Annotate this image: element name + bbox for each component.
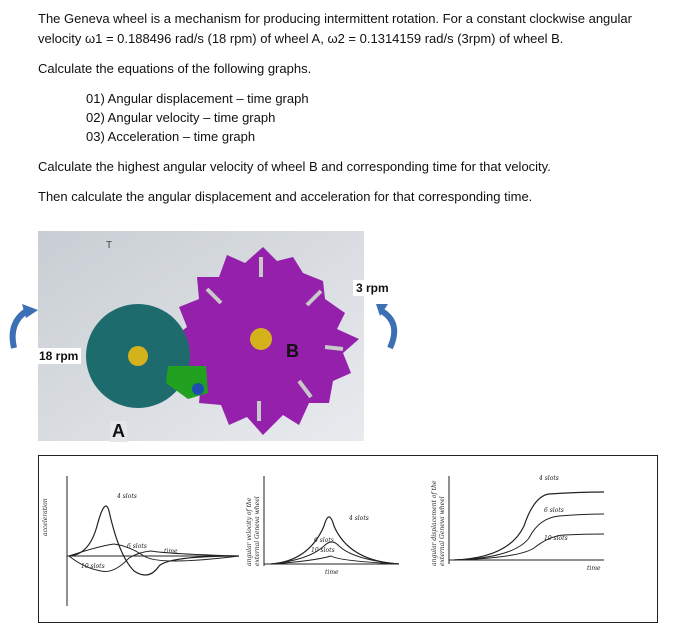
task-highest-velocity: Calculate the highest angular velocity of wheel B and corresponding time for that velocity.: [38, 159, 551, 174]
svg-text:4 slots: 4 slots: [117, 493, 137, 500]
motion-graphs: [38, 455, 658, 623]
task-equations: Calculate the equations of the following graphs.: [38, 61, 312, 76]
svg-text:4 slots: 4 slots: [349, 515, 369, 522]
svg-text:10 slots: 10 slots: [81, 563, 105, 570]
svg-text:time: time: [164, 548, 178, 555]
intro-line-1: The Geneva wheel is a mechanism for producing intermittent rotation. For a constant clockwise angular: [38, 11, 632, 26]
list-item: 03) Acceleration – time graph: [86, 129, 256, 144]
svg-text:6 slots: 6 slots: [314, 537, 334, 544]
svg-text:acceleration: acceleration: [42, 498, 49, 536]
svg-text:6 slots: 6 slots: [127, 543, 147, 550]
label-b: B: [286, 341, 299, 361]
acceleration-plot: [42, 476, 239, 606]
label-a: A: [112, 421, 125, 441]
geneva-mechanism-image: [38, 231, 364, 441]
rotation-arrow-right-icon: [372, 302, 412, 357]
svg-text:6 slots: 6 slots: [544, 507, 564, 514]
svg-text:angular displacement of the: angular displacement of the: [431, 480, 438, 566]
svg-text:10 slots: 10 slots: [311, 547, 335, 554]
displacement-plot: [431, 475, 604, 572]
svg-text:T: T: [106, 240, 113, 251]
rpm-a-label: 18 rpm: [36, 348, 81, 364]
list-item: 02) Angular velocity – time graph: [86, 110, 276, 125]
svg-text:4 slots: 4 slots: [539, 475, 559, 482]
svg-text:external Geneva wheel: external Geneva wheel: [439, 496, 446, 566]
svg-text:time: time: [587, 565, 601, 572]
rpm-b-label: 3 rpm: [353, 280, 392, 296]
svg-text:angular velocity of the: angular velocity of the: [246, 497, 253, 566]
task-displacement: Then calculate the angular displacement and acceleration for that corresponding time.: [38, 189, 533, 204]
svg-text:10 slots: 10 slots: [544, 535, 568, 542]
velocity-plot: [246, 476, 399, 576]
svg-text:external Geneva wheel: external Geneva wheel: [254, 496, 261, 566]
list-item: 01) Angular displacement – time graph: [86, 91, 309, 106]
intro-line-2: velocity ω1 = 0.188496 rad/s (18 rpm) of wheel A, ω2 = 0.1314159 rad/s (3rpm) of wheel B.: [38, 31, 564, 46]
svg-text:time: time: [325, 569, 339, 576]
